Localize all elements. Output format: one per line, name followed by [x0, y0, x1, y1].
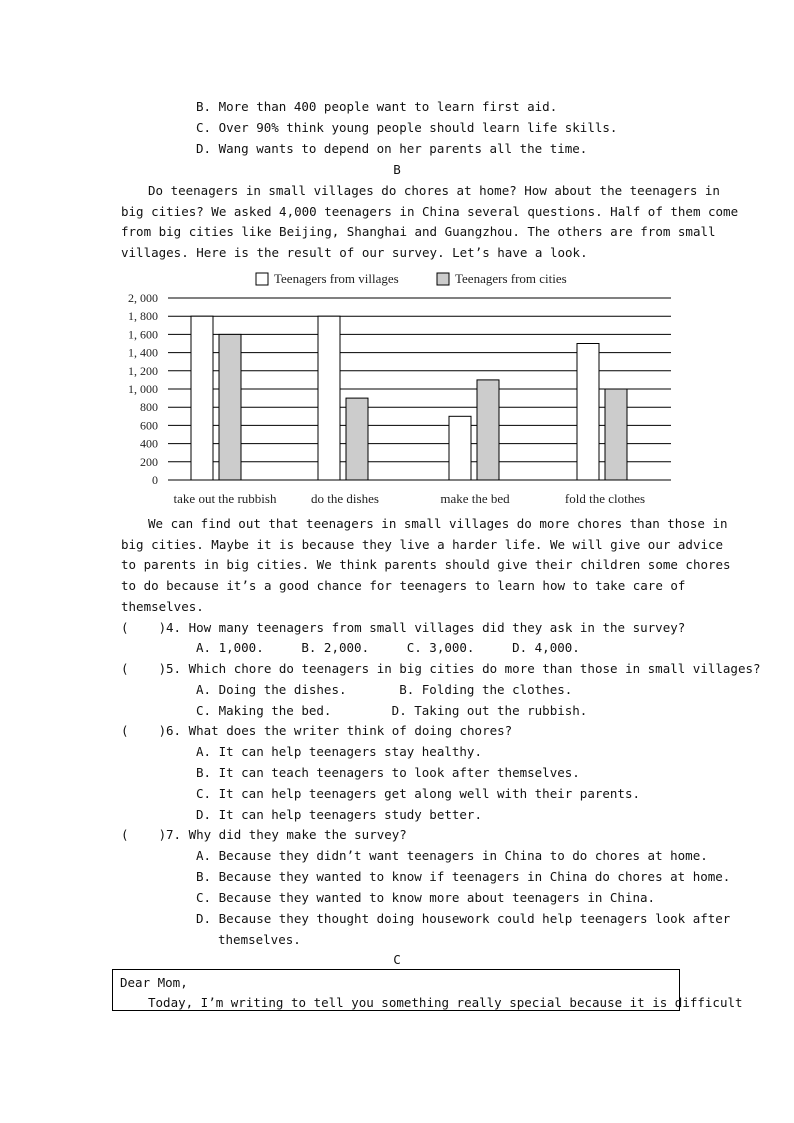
intro-line-4: villages. Here is the result of our survey. Let’s have a look.: [121, 245, 588, 260]
q7-option-c: C. Because they wanted to know more about teenagers in China.: [196, 890, 656, 905]
letter-greeting: Dear Mom,: [120, 975, 188, 990]
intro-line-3: from big cities like Beijing, Shanghai and Guangzhou. The others are from small: [121, 224, 716, 239]
legend-label-0: Teenagers from villages: [274, 271, 399, 286]
letter-line-1: Today, I’m writing to tell you something really special because it is difficult: [148, 995, 743, 1010]
intro-line-1: Do teenagers in small villages do chores at home? How about the teenagers in: [148, 183, 720, 198]
conclusion-line-1: We can find out that teenagers in small villages do more chores than those in: [148, 516, 728, 531]
option-a2-d: D. Wang wants to depend on her parents all the time.: [196, 141, 588, 156]
bar-0-1: [318, 316, 340, 480]
legend-swatch-1: [437, 273, 449, 285]
bar-1-1: [346, 398, 368, 480]
x-label-2: make the bed: [440, 491, 510, 506]
y-tick-label: 2, 000: [128, 291, 158, 305]
section-b-label: B: [393, 162, 401, 177]
option-a2-c: C. Over 90% think young people should learn life skills.: [196, 120, 618, 135]
q4-bracket: ( ): [121, 620, 167, 635]
q6-stem: 6. What does the writer think of doing chores?: [166, 723, 513, 738]
q7-option-a: A. Because they didn’t want teenagers in China to do chores at home.: [196, 848, 708, 863]
y-tick-label: 800: [140, 400, 158, 415]
y-tick-label: 0: [152, 473, 158, 487]
bar-0-2: [449, 416, 471, 480]
q5-options-row-2: C. Making the bed. D. Taking out the rubbish.: [196, 703, 588, 718]
chart-bars: [191, 316, 627, 480]
chores-bar-chart: [118, 266, 678, 511]
y-tick-label: 600: [140, 418, 158, 433]
q7-option-d-cont: themselves.: [218, 932, 301, 947]
y-tick-label: 400: [140, 436, 158, 451]
q7-option-b: B. Because they wanted to know if teenagers in China do chores at home.: [196, 869, 731, 884]
x-label-1: do the dishes: [311, 491, 379, 506]
q5-stem: 5. Which chore do teenagers in big cities do more than those in small villages?: [166, 661, 761, 676]
x-label-0: take out the rubbish: [173, 491, 277, 506]
intro-line-2: big cities? We asked 4,000 teenagers in China several questions. Half of them come: [121, 204, 739, 219]
q6-bracket: ( ): [121, 723, 167, 738]
conclusion-line-2: big cities. Maybe it is because they live a harder life. We will give our advice: [121, 537, 724, 552]
y-tick-label: 1, 000: [128, 382, 158, 396]
conclusion-line-4: to do because it’s a good chance for teenagers to learn how to take care of: [121, 578, 686, 593]
q6-option-d: D. It can help teenagers study better.: [196, 807, 482, 822]
y-tick-label: 200: [140, 454, 158, 469]
conclusion-line-3: to parents in big cities. We think parents should give their children some chores: [121, 557, 731, 572]
bar-0-0: [191, 316, 213, 480]
q5-bracket: ( ): [121, 661, 167, 676]
chart-y-ticks: [128, 291, 158, 487]
legend-label-1: Teenagers from cities: [455, 271, 567, 286]
option-a2-b: B. More than 400 people want to learn first aid.: [196, 99, 558, 114]
bar-1-3: [605, 389, 627, 480]
bar-1-2: [477, 380, 499, 480]
x-label-3: fold the clothes: [564, 491, 646, 506]
q4-options: A. 1,000. B. 2,000. C. 3,000. D. 4,000.: [196, 640, 580, 655]
bar-1-0: [219, 334, 241, 480]
chart-x-labels: [174, 491, 646, 506]
chart-legend: [256, 271, 567, 286]
section-c-label: C: [393, 952, 401, 967]
legend-swatch-0: [256, 273, 268, 285]
bar-0-3: [577, 344, 599, 481]
q5-options-row-1: A. Doing the dishes. B. Folding the clothes.: [196, 682, 573, 697]
q6-option-c: C. It can help teenagers get along well with their parents.: [196, 786, 641, 801]
y-tick-label: 1, 600: [128, 327, 158, 342]
q7-stem: 7. Why did they make the survey?: [166, 827, 407, 842]
q7-bracket: ( ): [121, 827, 167, 842]
y-tick-label: 1, 200: [128, 363, 158, 378]
q6-option-a: A. It can help teenagers stay healthy.: [196, 744, 482, 759]
conclusion-line-5: themselves.: [121, 599, 204, 614]
letter-box: [112, 969, 743, 1011]
q4-stem: 4. How many teenagers from small villages did they ask in the survey?: [166, 620, 686, 635]
q6-option-b: B. It can teach teenagers to look after themselves.: [196, 765, 580, 780]
q7-option-d: D. Because they thought doing housework could help teenagers look after: [196, 911, 731, 926]
y-tick-label: 1, 800: [128, 309, 158, 324]
y-tick-label: 1, 400: [128, 345, 158, 360]
